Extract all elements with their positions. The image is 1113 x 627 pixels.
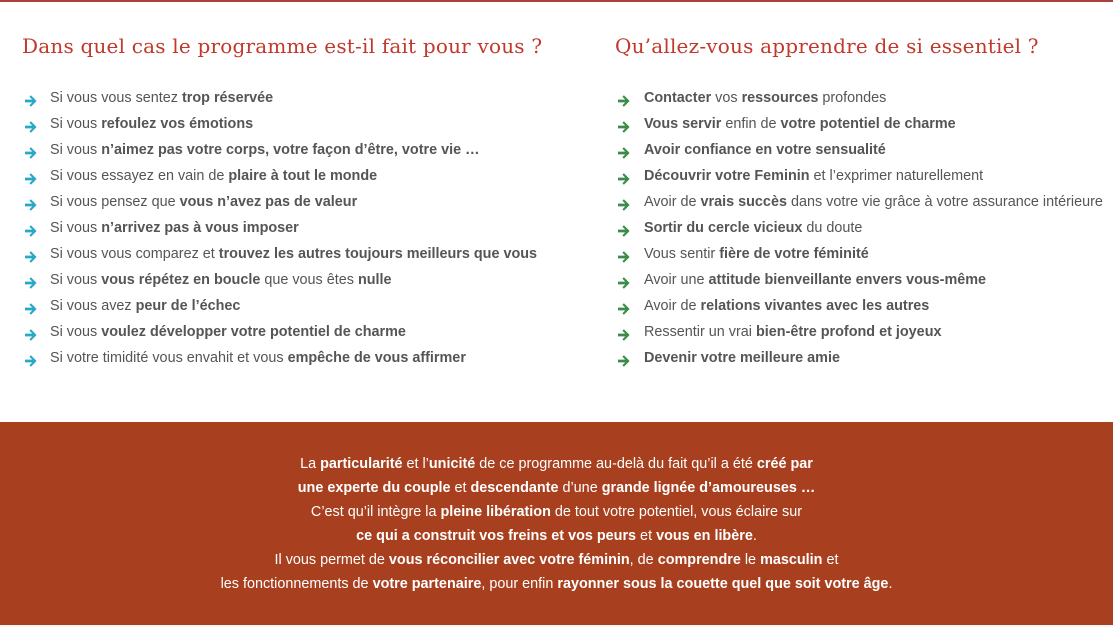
list-item-text bbox=[50, 345, 466, 371]
list-item-text bbox=[644, 267, 986, 293]
list-item bbox=[22, 85, 537, 111]
emphasis-text: bien-être profond et joyeux bbox=[755, 324, 942, 340]
arrow-right-icon bbox=[24, 247, 38, 261]
learning-outcomes-list bbox=[615, 85, 1103, 371]
emphasis-text: refoulez vos émotions bbox=[101, 116, 254, 132]
emphasis-text: ce qui a construit vos freins et vos peurs bbox=[356, 528, 637, 544]
emphasis-text: n’aimez pas votre corps, votre façon d’être, votre vie … bbox=[101, 142, 480, 158]
text-segment: , de bbox=[629, 552, 658, 568]
list-item-text bbox=[644, 293, 929, 319]
emphasis-text: Avoir confiance en votre sensualité bbox=[644, 142, 886, 158]
list-item-text bbox=[50, 111, 253, 137]
arrow-right-icon bbox=[24, 273, 38, 287]
emphasis-text: trouvez les autres toujours meilleurs que vous bbox=[218, 246, 538, 262]
program-uniqueness-text bbox=[0, 452, 1113, 596]
paragraph-line bbox=[0, 452, 1113, 476]
text-segment: . bbox=[752, 528, 757, 544]
arrow-right-icon bbox=[24, 221, 38, 235]
emphasis-text: fière de votre féminité bbox=[719, 246, 869, 262]
list-item-text bbox=[644, 241, 869, 267]
text-segment: La bbox=[300, 456, 321, 472]
list-item bbox=[22, 163, 537, 189]
list-item bbox=[615, 345, 1103, 371]
list-item bbox=[615, 215, 1103, 241]
arrow-right-icon bbox=[617, 351, 631, 365]
text-segment: Si vous bbox=[50, 116, 102, 132]
list-item bbox=[22, 215, 537, 241]
text-segment: Si votre timidité vous envahit et vous bbox=[50, 350, 288, 366]
text-segment: et bbox=[450, 480, 471, 496]
emphasis-text: relations vivantes avec les autres bbox=[700, 298, 930, 314]
arrow-right-icon bbox=[617, 117, 631, 131]
target-audience-section bbox=[22, 30, 602, 366]
emphasis-text: descendante bbox=[470, 480, 559, 496]
arrow-right-icon bbox=[24, 351, 38, 365]
list-item bbox=[22, 345, 537, 371]
text-segment: Avoir de bbox=[644, 298, 701, 314]
arrow-right-icon bbox=[617, 195, 631, 209]
text-segment: Si vous vous comparez et bbox=[50, 246, 219, 262]
arrow-right-icon bbox=[24, 195, 38, 209]
emphasis-text: trop réservée bbox=[181, 90, 274, 106]
target-audience-list bbox=[22, 85, 537, 371]
emphasis-text: grande lignée d’amoureuses … bbox=[601, 480, 816, 496]
emphasis-text: vous n’avez pas de valeur bbox=[179, 194, 358, 210]
arrow-right-icon bbox=[24, 325, 38, 339]
target-audience-title: Dans quel cas le programme est-il fait pour vous ? bbox=[22, 34, 543, 58]
list-item-text bbox=[644, 189, 1103, 215]
list-item-text bbox=[50, 293, 240, 319]
list-item bbox=[22, 111, 537, 137]
emphasis-text: Contacter bbox=[644, 90, 712, 106]
list-item bbox=[615, 189, 1103, 215]
text-segment: le bbox=[740, 552, 761, 568]
text-segment: Si vous avez bbox=[50, 298, 136, 314]
emphasis-text: rayonner sous la couette quel que soit votre âge bbox=[557, 576, 889, 592]
arrow-right-icon bbox=[617, 221, 631, 235]
text-segment: , pour enfin bbox=[481, 576, 558, 592]
emphasis-text: Sortir du cercle vicieux bbox=[644, 220, 803, 236]
emphasis-text: Devenir votre meilleure amie bbox=[644, 350, 840, 366]
list-item bbox=[22, 319, 537, 345]
list-item-text bbox=[644, 85, 886, 111]
arrow-right-icon bbox=[24, 299, 38, 313]
emphasis-text: attitude bienveillante envers vous-même bbox=[708, 272, 987, 288]
learning-outcomes-section bbox=[615, 30, 1113, 366]
list-item bbox=[615, 267, 1103, 293]
emphasis-text: masculin bbox=[760, 552, 823, 568]
arrow-right-icon bbox=[617, 299, 631, 313]
text-segment: Avoir de bbox=[644, 194, 701, 210]
list-item bbox=[615, 85, 1103, 111]
list-item bbox=[22, 137, 537, 163]
text-segment: C’est qu’il intègre la bbox=[310, 504, 441, 520]
text-segment: Ressentir un vrai bbox=[644, 324, 756, 340]
top-divider bbox=[0, 0, 1113, 2]
list-item-text bbox=[644, 345, 840, 371]
arrow-right-icon bbox=[24, 169, 38, 183]
list-item-text bbox=[644, 137, 886, 163]
text-segment: et l’exprimer naturellement bbox=[809, 168, 984, 184]
text-segment: Si vous vous sentez bbox=[50, 90, 182, 106]
emphasis-text: unicité bbox=[428, 456, 476, 472]
text-segment: . bbox=[888, 576, 893, 592]
list-item bbox=[22, 267, 537, 293]
emphasis-text: ressources bbox=[741, 90, 819, 106]
list-item bbox=[22, 241, 537, 267]
emphasis-text: votre potentiel de charme bbox=[780, 116, 956, 132]
arrow-right-icon bbox=[24, 143, 38, 157]
emphasis-text: une experte du couple bbox=[297, 480, 451, 496]
list-item-text bbox=[644, 215, 862, 241]
list-item-text bbox=[50, 137, 480, 163]
paragraph-line bbox=[0, 524, 1113, 548]
list-item-text bbox=[50, 267, 392, 293]
arrow-right-icon bbox=[24, 91, 38, 105]
text-segment: du doute bbox=[802, 220, 863, 236]
text-segment: Si vous bbox=[50, 142, 102, 158]
text-segment: vos bbox=[711, 90, 742, 106]
paragraph-line bbox=[0, 500, 1113, 524]
emphasis-text: Découvrir votre Feminin bbox=[644, 168, 810, 184]
emphasis-text: vous répétez en boucle bbox=[101, 272, 261, 288]
text-segment: de tout votre potentiel, vous éclaire sur bbox=[550, 504, 803, 520]
emphasis-text: comprendre bbox=[657, 552, 741, 568]
list-item-text bbox=[644, 111, 956, 137]
arrow-right-icon bbox=[617, 273, 631, 287]
paragraph-line bbox=[0, 548, 1113, 572]
list-item bbox=[22, 293, 537, 319]
text-segment: d’une bbox=[558, 480, 602, 496]
emphasis-text: voulez développer votre potentiel de charme bbox=[101, 324, 406, 340]
arrow-right-icon bbox=[617, 247, 631, 261]
list-item bbox=[615, 111, 1103, 137]
emphasis-text: plaire à tout le monde bbox=[228, 168, 378, 184]
list-item bbox=[615, 293, 1103, 319]
list-item bbox=[22, 189, 537, 215]
text-segment: et bbox=[636, 528, 657, 544]
text-segment: Vous sentir bbox=[644, 246, 720, 262]
arrow-right-icon bbox=[617, 143, 631, 157]
emphasis-text: empêche de vous affirmer bbox=[287, 350, 466, 366]
emphasis-text: Vous servir bbox=[644, 116, 722, 132]
arrow-right-icon bbox=[24, 117, 38, 131]
paragraph-line bbox=[0, 572, 1113, 596]
list-item-text bbox=[644, 319, 941, 345]
text-segment: Si vous bbox=[50, 220, 102, 236]
list-item-text bbox=[50, 241, 537, 267]
paragraph-line bbox=[0, 476, 1113, 500]
emphasis-text: créé par bbox=[756, 456, 813, 472]
text-segment: les fonctionnements de bbox=[220, 576, 373, 592]
list-item bbox=[615, 319, 1103, 345]
learning-outcomes-title: Qu’allez-vous apprendre de si essentiel ? bbox=[615, 34, 1039, 58]
list-item-text bbox=[50, 319, 406, 345]
text-segment: de ce programme au-delà du fait qu’il a été bbox=[475, 456, 757, 472]
list-item-text bbox=[50, 215, 299, 241]
emphasis-text: nulle bbox=[357, 272, 392, 288]
emphasis-text: pleine libération bbox=[440, 504, 551, 520]
list-item-text bbox=[50, 163, 377, 189]
text-segment: Il vous permet de bbox=[274, 552, 389, 568]
emphasis-text: vous en libère bbox=[656, 528, 753, 544]
list-item bbox=[615, 137, 1103, 163]
text-segment: et bbox=[822, 552, 839, 568]
text-segment: Si vous bbox=[50, 324, 102, 340]
emphasis-text: votre partenaire bbox=[372, 576, 482, 592]
list-item-text bbox=[50, 85, 273, 111]
text-segment: enfin de bbox=[721, 116, 781, 132]
arrow-right-icon bbox=[617, 325, 631, 339]
list-item bbox=[615, 163, 1103, 189]
list-item-text bbox=[50, 189, 357, 215]
text-segment: que vous êtes bbox=[260, 272, 358, 288]
emphasis-text: vrais succès bbox=[700, 194, 787, 210]
text-segment: Si vous pensez que bbox=[50, 194, 180, 210]
text-segment: profondes bbox=[818, 90, 887, 106]
list-item bbox=[615, 241, 1103, 267]
arrow-right-icon bbox=[617, 169, 631, 183]
emphasis-text: vous réconcilier avec votre féminin bbox=[388, 552, 630, 568]
text-segment: dans votre vie grâce à votre assurance intérieure bbox=[786, 194, 1103, 210]
text-segment: Si vous bbox=[50, 272, 102, 288]
program-uniqueness-band bbox=[0, 422, 1113, 627]
text-segment: Si vous essayez en vain de bbox=[50, 168, 229, 184]
text-segment: Avoir une bbox=[644, 272, 709, 288]
arrow-right-icon bbox=[617, 91, 631, 105]
emphasis-text: peur de l’échec bbox=[135, 298, 241, 314]
list-item-text bbox=[644, 163, 983, 189]
emphasis-text: n’arrivez pas à vous imposer bbox=[101, 220, 299, 236]
text-segment: et l’ bbox=[402, 456, 429, 472]
emphasis-text: particularité bbox=[320, 456, 403, 472]
